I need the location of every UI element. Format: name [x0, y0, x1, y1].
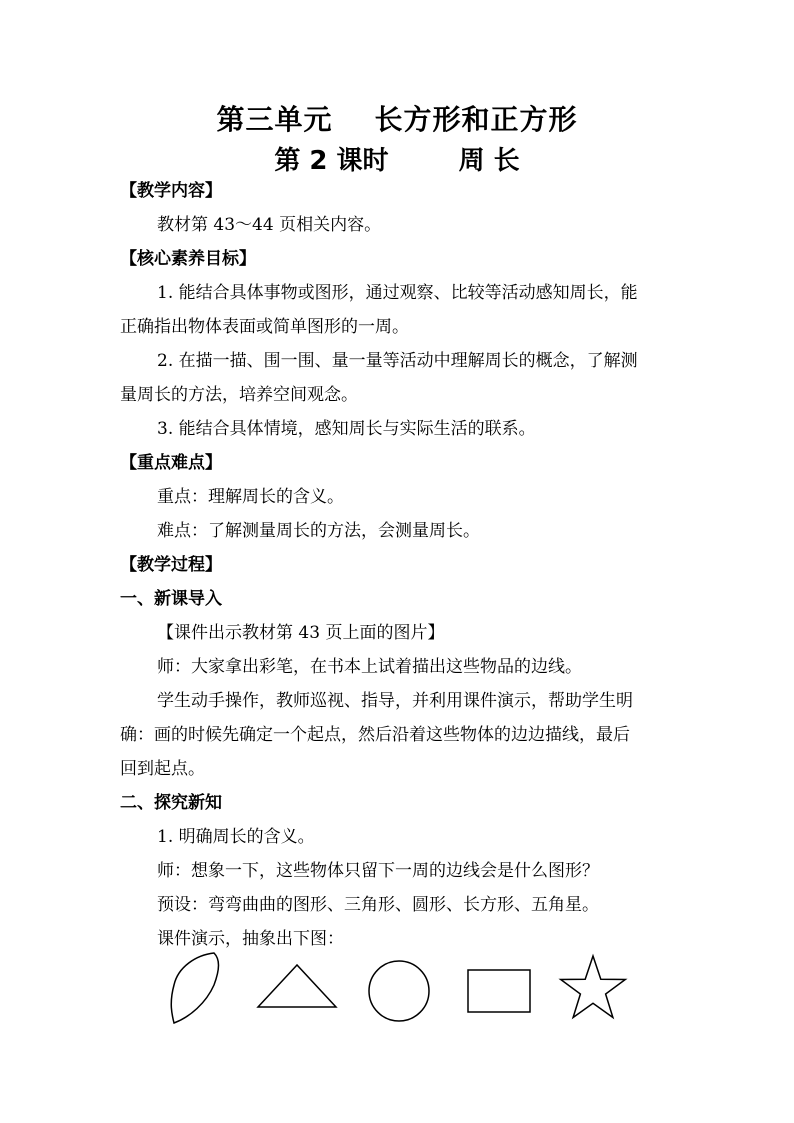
section-2-heading: 二、探究新知	[120, 793, 222, 813]
lesson-number: 第 2 课时	[274, 146, 389, 176]
teaching-content-text: 教材第 43～44 页相关内容。	[157, 215, 382, 235]
goal-2-line-1: 2. 在描一描、围一围、量一量等活动中理解周长的概念，了解测	[157, 351, 638, 371]
star-shape	[561, 956, 626, 1018]
goal-1-line-2: 正确指出物体表面或简单图形的一周。	[120, 317, 409, 337]
difficult-point: 难点：了解测量周长的方法，会测量周长。	[157, 521, 480, 541]
student-activity-line-1: 学生动手操作，教师巡视、指导，并利用课件演示，帮助学生明	[157, 691, 633, 711]
unit-name: 长方形和正方形	[374, 103, 578, 136]
key-points-heading: 【重点难点】	[120, 453, 222, 473]
lesson-name: 周 长	[458, 146, 520, 176]
unit-number: 第三单元	[216, 103, 333, 136]
student-activity-line-2: 确：画的时候先确定一个起点，然后沿着这些物体的边边描线，最后	[120, 725, 630, 745]
section-1-heading: 一、新课导入	[120, 589, 222, 609]
key-point: 重点：理解周长的含义。	[157, 487, 344, 507]
leaf-outline-shape	[171, 953, 218, 1023]
process-heading: 【教学过程】	[120, 555, 222, 575]
goal-1-line-1: 1. 能结合具体事物或图形，通过观察、比较等活动感知周长，能	[157, 283, 638, 303]
goal-2-line-2: 量周长的方法，培养空间观念。	[120, 385, 358, 405]
unit-title	[0, 98, 794, 138]
teaching-content-heading: 【教学内容】	[120, 181, 222, 201]
shapes-figure	[160, 945, 640, 1030]
circle-shape	[369, 961, 429, 1021]
teacher-line-2: 师：想象一下，这些物体只留下一周的边线会是什么图形？	[157, 861, 599, 881]
student-activity-line-3: 回到起点。	[120, 759, 205, 779]
triangle-shape	[258, 965, 336, 1007]
preset-answer: 预设：弯弯曲曲的图形、三角形、圆形、长方形、五角星。	[157, 895, 599, 915]
courseware-note: 【课件出示教材第 43 页上面的图片】	[157, 623, 445, 643]
demo-line: 课件演示，抽象出下图：	[157, 929, 344, 949]
lesson-title	[0, 140, 794, 177]
goals-heading: 【核心素养目标】	[120, 249, 256, 269]
rectangle-shape	[468, 970, 530, 1012]
item-1: 1. 明确周长的含义。	[157, 827, 315, 847]
goal-3: 3. 能结合具体情境，感知周长与实际生活的联系。	[157, 419, 536, 439]
teacher-line-1: 师：大家拿出彩笔，在书本上试着描出这些物品的边线。	[157, 657, 582, 677]
